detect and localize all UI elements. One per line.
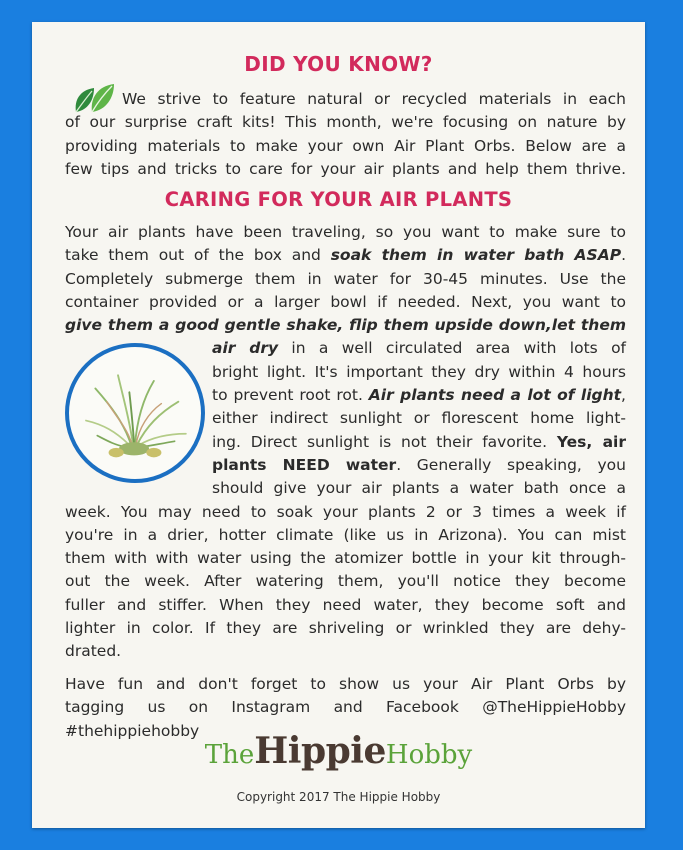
did-you-know-heading: DID YOU KNOW?: [244, 52, 433, 76]
care-line: drated.: [65, 642, 122, 661]
copyright-text: Copyright 2017 The Hippie Hobby: [236, 790, 441, 804]
care-line: either indirect sunlight or florescent home light-: [212, 409, 626, 428]
intro-paragraph: [65, 88, 626, 181]
care-line: plants NEED water. Generally speaking, you: [212, 455, 626, 474]
care-line: week. You may need to soak your plants 2 or 3 times a week if: [65, 502, 626, 521]
intro-line: few tips and tricks to care for your air plants and help them thrive.: [65, 159, 626, 178]
care-line: you're in a drier, hotter climate (like us in Arizona). You can mist: [65, 525, 626, 544]
care-line: should give your air plants a water bath once a: [212, 479, 626, 498]
logo-hippie: Hippie: [254, 730, 386, 772]
care-line: out the week. After watering them, you'll notice they become: [65, 572, 626, 591]
care-line: Completely submerge them in water for 30-45 minutes. Use the: [65, 269, 626, 288]
air-plant-image: [65, 343, 205, 483]
emphasis-soak: soak them in water bath ASAP: [330, 246, 622, 265]
info-card: [32, 22, 645, 828]
care-line: bright light. It's important they dry within 4 hours: [212, 362, 626, 381]
care-line: them with with water using the atomizer bottle in your kit through-: [65, 549, 626, 568]
caring-heading: CARING FOR YOUR AIR PLANTS: [164, 188, 513, 211]
intro-line: of our surprise craft kits! This month, we're focusing on nature by: [65, 113, 626, 132]
care-line: air dry in a well circulated area with lots of: [212, 339, 627, 358]
care-line: take them out of the box and soak them in water bath ASAP.: [65, 246, 626, 265]
closing-line: #thehippiehobby: [65, 721, 200, 740]
closing-line: Have fun and don't forget to show us your Air Plant Orbs by: [65, 675, 626, 693]
care-line: Your air plants have been traveling, so you want to make sure to: [65, 223, 626, 241]
care-line: to prevent root rot. Air plants need a lot of light,: [212, 386, 626, 405]
care-line: ing. Direct sunlight is not their favorite. Yes, air: [212, 432, 626, 451]
care-line: container provided or a larger bowl if needed. Next, you want to: [65, 292, 626, 311]
intro-line: providing materials to make your own Air Plant Orbs. Below are a: [65, 136, 626, 155]
logo-hobby: Hobby: [385, 740, 473, 770]
intro-line: We strive to feature natural or recycled materials in each: [122, 90, 626, 108]
hippie-hobby-logo: [32, 730, 645, 772]
care-line: fuller and stiffer. When they need water, they become soft and: [65, 595, 626, 614]
emphasis-need-water: plants NEED water: [212, 455, 397, 474]
care-line: lighter in color. If they are shriveling or wrinkled they are dehy-: [65, 619, 626, 638]
emphasis-air-dry: air dry: [212, 339, 279, 358]
care-line-emphasis: give them a good gentle shake, flip them upside down,let them: [65, 316, 626, 335]
closing-line: tagging us on Instagram and Facebook @TheHippieHobby: [65, 698, 626, 717]
emphasis-yes-air: Yes, air: [556, 432, 626, 451]
logo-the: The: [204, 740, 255, 770]
emphasis-light: Air plants need a lot of light: [368, 386, 622, 405]
